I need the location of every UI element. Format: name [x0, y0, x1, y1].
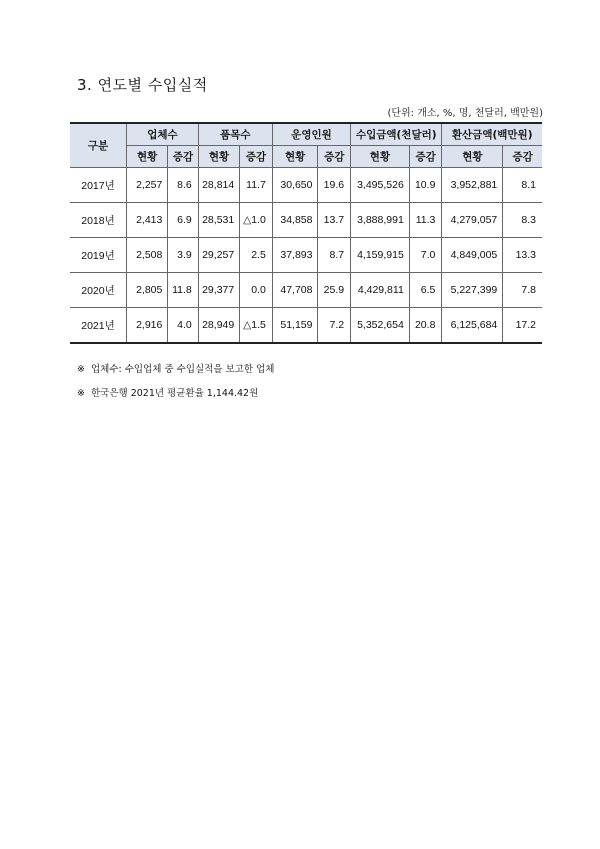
header-change: 증감 [318, 146, 351, 168]
cell: 2,257 [127, 168, 168, 203]
note-text: 한국은행 2021년 평균환율 1,144.42원 [90, 388, 259, 399]
cell: 37,893 [272, 238, 318, 273]
note-text: 업체수: 수입업체 중 수입실적을 보고한 업체 [90, 364, 275, 375]
header-current: 현황 [442, 146, 503, 168]
cell: 3.9 [168, 238, 198, 273]
cell: 3,888,991 [351, 203, 410, 238]
cell: 28,814 [198, 168, 239, 203]
cell: 3,495,526 [351, 168, 410, 203]
cell: 2,413 [127, 203, 168, 238]
header-group-companies: 업체수 [127, 123, 199, 146]
year-cell: 2017년 [70, 168, 127, 203]
cell: 0.0 [240, 273, 273, 308]
footnote [77, 358, 274, 382]
cell: 8.3 [503, 203, 542, 238]
year-cell: 2019년 [70, 238, 127, 273]
cell: 7.2 [318, 308, 351, 344]
table-row [70, 168, 542, 203]
header-row-groups [70, 123, 542, 146]
header-change: 증감 [168, 146, 198, 168]
cell: 19.6 [318, 168, 351, 203]
cell: 17.2 [503, 308, 542, 344]
header-group-items: 품목수 [198, 123, 272, 146]
header-current: 현황 [127, 146, 168, 168]
header-group-staff: 운영인원 [272, 123, 350, 146]
header-current: 현황 [272, 146, 318, 168]
cell: 8.7 [318, 238, 351, 273]
cell: 10.9 [409, 168, 442, 203]
cell: 6,125,684 [442, 308, 503, 344]
note-mark: ※ [77, 388, 85, 399]
header-change: 증감 [240, 146, 273, 168]
year-cell: 2018년 [70, 203, 127, 238]
header-current: 현황 [198, 146, 239, 168]
import-results-table [70, 122, 542, 344]
cell: 29,377 [198, 273, 239, 308]
cell: 8.6 [168, 168, 198, 203]
header-group-import-amount: 수입금액(천달러) [351, 123, 442, 146]
cell: △1.5 [240, 308, 273, 344]
footnote [77, 382, 274, 406]
cell: 13.3 [503, 238, 542, 273]
cell: 6.5 [409, 273, 442, 308]
unit-label: (단위: 개소, %, 명, 천달러, 백만원) [387, 108, 543, 119]
header-group-converted-amount: 환산금액(백만원) [442, 123, 542, 146]
footnotes [77, 358, 274, 406]
header-current: 현황 [351, 146, 410, 168]
note-mark: ※ [77, 364, 85, 375]
year-cell: 2020년 [70, 273, 127, 308]
cell: 2.5 [240, 238, 273, 273]
cell: 11.8 [168, 273, 198, 308]
header-change: 증감 [503, 146, 542, 168]
table-row [70, 203, 542, 238]
cell: 7.0 [409, 238, 442, 273]
cell: 4,849,005 [442, 238, 503, 273]
header-gubun: 구분 [70, 123, 127, 168]
year-cell: 2021년 [70, 308, 127, 344]
table-row [70, 238, 542, 273]
cell: 11.3 [409, 203, 442, 238]
cell: 47,708 [272, 273, 318, 308]
cell: 3,952,881 [442, 168, 503, 203]
cell: 4,159,915 [351, 238, 410, 273]
cell: △1.0 [240, 203, 273, 238]
cell: 4,279,057 [442, 203, 503, 238]
table-row [70, 308, 542, 344]
cell: 2,916 [127, 308, 168, 344]
cell: 8.1 [503, 168, 542, 203]
cell: 2,805 [127, 273, 168, 308]
cell: 7.8 [503, 273, 542, 308]
section-title: 3. 연도별 수입실적 [77, 76, 208, 94]
table-row [70, 273, 542, 308]
cell: 28,949 [198, 308, 239, 344]
cell: 13.7 [318, 203, 351, 238]
cell: 5,352,654 [351, 308, 410, 344]
cell: 4,429,811 [351, 273, 410, 308]
cell: 5,227,399 [442, 273, 503, 308]
cell: 2,508 [127, 238, 168, 273]
header-row-sub [70, 146, 542, 168]
cell: 4.0 [168, 308, 198, 344]
cell: 6.9 [168, 203, 198, 238]
cell: 11.7 [240, 168, 273, 203]
cell: 28,531 [198, 203, 239, 238]
header-change: 증감 [409, 146, 442, 168]
cell: 20.8 [409, 308, 442, 344]
cell: 25.9 [318, 273, 351, 308]
cell: 29,257 [198, 238, 239, 273]
cell: 30,650 [272, 168, 318, 203]
cell: 34,858 [272, 203, 318, 238]
cell: 51,159 [272, 308, 318, 344]
